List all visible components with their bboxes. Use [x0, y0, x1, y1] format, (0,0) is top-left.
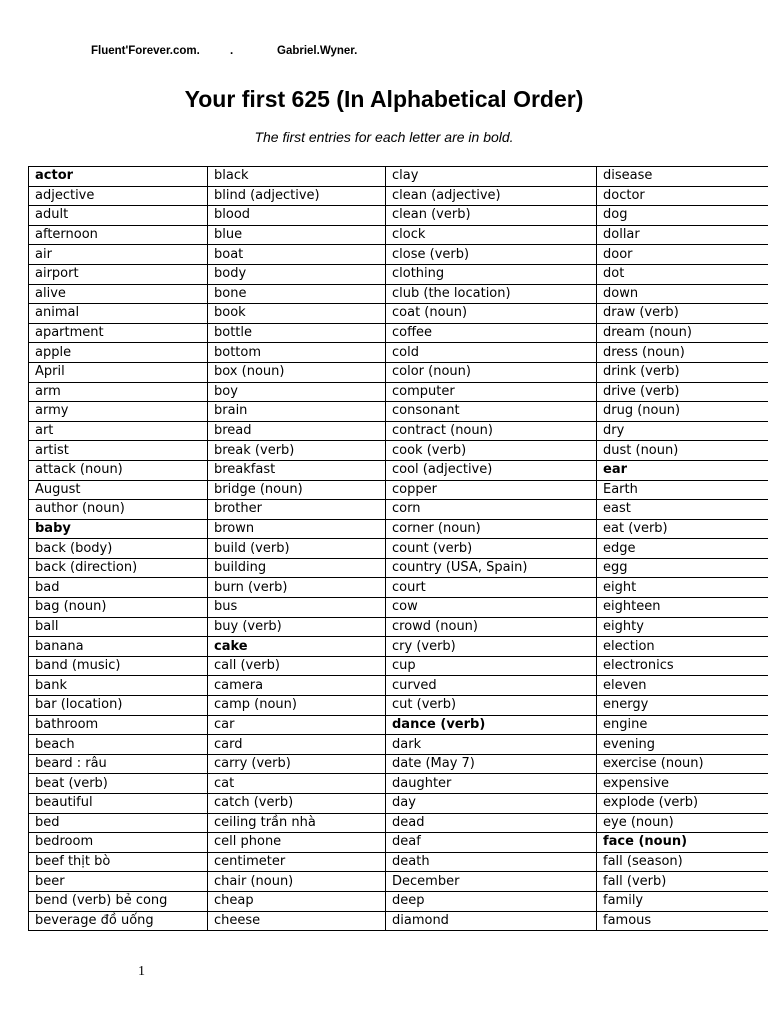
table-cell: back (body)	[29, 539, 208, 559]
table-cell: corn	[386, 500, 597, 520]
table-cell: evening	[597, 735, 768, 755]
table-row	[29, 362, 768, 382]
table-cell: dot	[597, 264, 768, 284]
table-cell: beef thịt bò	[29, 852, 208, 872]
table-cell: bottom	[208, 343, 386, 363]
table-cell: eight	[597, 578, 768, 598]
table-cell: cool (adjective)	[386, 460, 597, 480]
table-cell: bus	[208, 598, 386, 618]
table-cell: beach	[29, 735, 208, 755]
table-cell: airport	[29, 264, 208, 284]
table-row	[29, 774, 768, 794]
table-cell: dress (noun)	[597, 343, 768, 363]
table-row	[29, 441, 768, 461]
table-cell: building	[208, 558, 386, 578]
table-cell: black	[208, 167, 386, 187]
table-row	[29, 480, 768, 500]
table-cell: bag (noun)	[29, 598, 208, 618]
table-cell: cup	[386, 656, 597, 676]
table-cell: down	[597, 284, 768, 304]
table-cell: band (music)	[29, 656, 208, 676]
table-cell: author (noun)	[29, 500, 208, 520]
table-cell: dream (noun)	[597, 323, 768, 343]
table-cell: ear	[597, 460, 768, 480]
table-cell: animal	[29, 304, 208, 324]
table-cell: contract (noun)	[386, 421, 597, 441]
table-cell: consonant	[386, 402, 597, 422]
table-row	[29, 578, 768, 598]
table-row	[29, 754, 768, 774]
table-row	[29, 637, 768, 657]
table-cell: bad	[29, 578, 208, 598]
table-cell: boat	[208, 245, 386, 265]
table-cell: cry (verb)	[386, 637, 597, 657]
table-cell: beard : râu	[29, 754, 208, 774]
table-cell: death	[386, 852, 597, 872]
table-row	[29, 460, 768, 480]
table-cell: cut (verb)	[386, 696, 597, 716]
table-cell: clothing	[386, 264, 597, 284]
page-subtitle: The first entries for each letter are in bold.	[254, 129, 514, 145]
table-cell: drink (verb)	[597, 362, 768, 382]
table-cell: exercise (noun)	[597, 754, 768, 774]
table-cell: dry	[597, 421, 768, 441]
table-cell: clock	[386, 225, 597, 245]
table-row	[29, 617, 768, 637]
table-cell: eighteen	[597, 598, 768, 618]
table-cell: attack (noun)	[29, 460, 208, 480]
table-row	[29, 813, 768, 833]
table-cell: dust (noun)	[597, 441, 768, 461]
table-row	[29, 539, 768, 559]
table-cell: August	[29, 480, 208, 500]
table-cell: edge	[597, 539, 768, 559]
table-cell: eat (verb)	[597, 519, 768, 539]
table-cell: color (noun)	[386, 362, 597, 382]
table-cell: apple	[29, 343, 208, 363]
table-cell: afternoon	[29, 225, 208, 245]
table-cell: army	[29, 402, 208, 422]
table-cell: brother	[208, 500, 386, 520]
table-cell: cook (verb)	[386, 441, 597, 461]
table-cell: cold	[386, 343, 597, 363]
table-row	[29, 852, 768, 872]
table-cell: family	[597, 891, 768, 911]
table-cell: brown	[208, 519, 386, 539]
table-cell: daughter	[386, 774, 597, 794]
table-cell: break (verb)	[208, 441, 386, 461]
table-cell: back (direction)	[29, 558, 208, 578]
table-cell: Earth	[597, 480, 768, 500]
word-table	[28, 166, 768, 931]
table-cell: explode (verb)	[597, 794, 768, 814]
table-cell: cheese	[208, 911, 386, 931]
table-cell: dance (verb)	[386, 715, 597, 735]
table-cell: copper	[386, 480, 597, 500]
table-cell: ceiling trần nhà	[208, 813, 386, 833]
table-cell: body	[208, 264, 386, 284]
table-row	[29, 598, 768, 618]
table-cell: cow	[386, 598, 597, 618]
table-cell: crowd (noun)	[386, 617, 597, 637]
table-cell: book	[208, 304, 386, 324]
table-cell: drug (noun)	[597, 402, 768, 422]
table-cell: catch (verb)	[208, 794, 386, 814]
table-cell: country (USA, Spain)	[386, 558, 597, 578]
table-cell: dead	[386, 813, 597, 833]
table-row	[29, 500, 768, 520]
table-cell: blood	[208, 206, 386, 226]
table-cell: apartment	[29, 323, 208, 343]
table-cell: chair (noun)	[208, 872, 386, 892]
table-cell: cheap	[208, 891, 386, 911]
table-cell: cell phone	[208, 833, 386, 853]
table-cell: card	[208, 735, 386, 755]
table-cell: air	[29, 245, 208, 265]
table-cell: fall (verb)	[597, 872, 768, 892]
table-row	[29, 245, 768, 265]
table-cell: dog	[597, 206, 768, 226]
table-cell: actor	[29, 167, 208, 187]
table-cell: diamond	[386, 911, 597, 931]
table-cell: beverage đồ uống	[29, 911, 208, 931]
table-cell: burn (verb)	[208, 578, 386, 598]
table-row	[29, 872, 768, 892]
table-cell: arm	[29, 382, 208, 402]
table-cell: date (May 7)	[386, 754, 597, 774]
table-cell: bottle	[208, 323, 386, 343]
table-cell: corner (noun)	[386, 519, 597, 539]
table-cell: call (verb)	[208, 656, 386, 676]
table-row	[29, 343, 768, 363]
table-cell: eleven	[597, 676, 768, 696]
table-cell: adult	[29, 206, 208, 226]
table-cell: beat (verb)	[29, 774, 208, 794]
table-cell: alive	[29, 284, 208, 304]
table-cell: eye (noun)	[597, 813, 768, 833]
table-cell: east	[597, 500, 768, 520]
table-cell: beer	[29, 872, 208, 892]
table-cell: energy	[597, 696, 768, 716]
table-cell: egg	[597, 558, 768, 578]
page-title: Your first 625 (In Alphabetical Order)	[184, 86, 584, 112]
table-cell: build (verb)	[208, 539, 386, 559]
table-cell: buy (verb)	[208, 617, 386, 637]
table-cell: dark	[386, 735, 597, 755]
page-number: 1	[138, 964, 145, 979]
table-cell: club (the location)	[386, 284, 597, 304]
table-cell: face (noun)	[597, 833, 768, 853]
table-row	[29, 323, 768, 343]
table-cell: close (verb)	[386, 245, 597, 265]
table-cell: bathroom	[29, 715, 208, 735]
table-cell: bank	[29, 676, 208, 696]
table-row	[29, 421, 768, 441]
table-cell: box (noun)	[208, 362, 386, 382]
table-cell: breakfast	[208, 460, 386, 480]
table-cell: camp (noun)	[208, 696, 386, 716]
table-cell: clay	[386, 167, 597, 187]
table-row	[29, 656, 768, 676]
table-cell: clean (adjective)	[386, 186, 597, 206]
table-cell: bed	[29, 813, 208, 833]
table-cell: electronics	[597, 656, 768, 676]
table-cell: car	[208, 715, 386, 735]
table-cell: cat	[208, 774, 386, 794]
table-row	[29, 911, 768, 931]
table-cell: coat (noun)	[386, 304, 597, 324]
header-author: Gabriel.Wyner.	[277, 45, 358, 57]
table-cell: art	[29, 421, 208, 441]
table-cell: court	[386, 578, 597, 598]
table-row	[29, 264, 768, 284]
table-row	[29, 891, 768, 911]
table-cell: baby	[29, 519, 208, 539]
table-cell: beautiful	[29, 794, 208, 814]
table-cell: deep	[386, 891, 597, 911]
table-cell: coffee	[386, 323, 597, 343]
table-cell: adjective	[29, 186, 208, 206]
table-cell: bread	[208, 421, 386, 441]
table-cell: December	[386, 872, 597, 892]
word-table-body	[29, 167, 768, 931]
table-cell: day	[386, 794, 597, 814]
table-cell: count (verb)	[386, 539, 597, 559]
table-cell: bar (location)	[29, 696, 208, 716]
table-cell: banana	[29, 637, 208, 657]
table-cell: computer	[386, 382, 597, 402]
table-cell: artist	[29, 441, 208, 461]
table-cell: curved	[386, 676, 597, 696]
table-cell: disease	[597, 167, 768, 187]
table-cell: door	[597, 245, 768, 265]
table-row	[29, 676, 768, 696]
table-cell: fall (season)	[597, 852, 768, 872]
table-cell: engine	[597, 715, 768, 735]
table-row	[29, 794, 768, 814]
table-row	[29, 735, 768, 755]
table-cell: expensive	[597, 774, 768, 794]
table-cell: centimeter	[208, 852, 386, 872]
header-site: Fluent'Forever.com.	[91, 45, 200, 57]
table-row	[29, 715, 768, 735]
table-row	[29, 206, 768, 226]
table-row	[29, 382, 768, 402]
table-cell: bedroom	[29, 833, 208, 853]
table-cell: deaf	[386, 833, 597, 853]
table-cell: bridge (noun)	[208, 480, 386, 500]
table-cell: draw (verb)	[597, 304, 768, 324]
table-row	[29, 696, 768, 716]
table-cell: election	[597, 637, 768, 657]
table-cell: bone	[208, 284, 386, 304]
table-cell: blind (adjective)	[208, 186, 386, 206]
table-cell: ball	[29, 617, 208, 637]
table-cell: eighty	[597, 617, 768, 637]
table-cell: bend (verb) bẻ cong	[29, 891, 208, 911]
table-row	[29, 833, 768, 853]
table-cell: carry (verb)	[208, 754, 386, 774]
table-row	[29, 186, 768, 206]
table-row	[29, 167, 768, 187]
table-row	[29, 558, 768, 578]
table-row	[29, 284, 768, 304]
table-cell: drive (verb)	[597, 382, 768, 402]
table-cell: doctor	[597, 186, 768, 206]
table-row	[29, 304, 768, 324]
table-row	[29, 519, 768, 539]
table-cell: April	[29, 362, 208, 382]
table-cell: blue	[208, 225, 386, 245]
table-cell: famous	[597, 911, 768, 931]
header-separator: .	[230, 45, 234, 57]
table-cell: clean (verb)	[386, 206, 597, 226]
table-cell: boy	[208, 382, 386, 402]
table-cell: cake	[208, 637, 386, 657]
table-row	[29, 225, 768, 245]
table-row	[29, 402, 768, 422]
table-cell: camera	[208, 676, 386, 696]
table-cell: brain	[208, 402, 386, 422]
table-cell: dollar	[597, 225, 768, 245]
